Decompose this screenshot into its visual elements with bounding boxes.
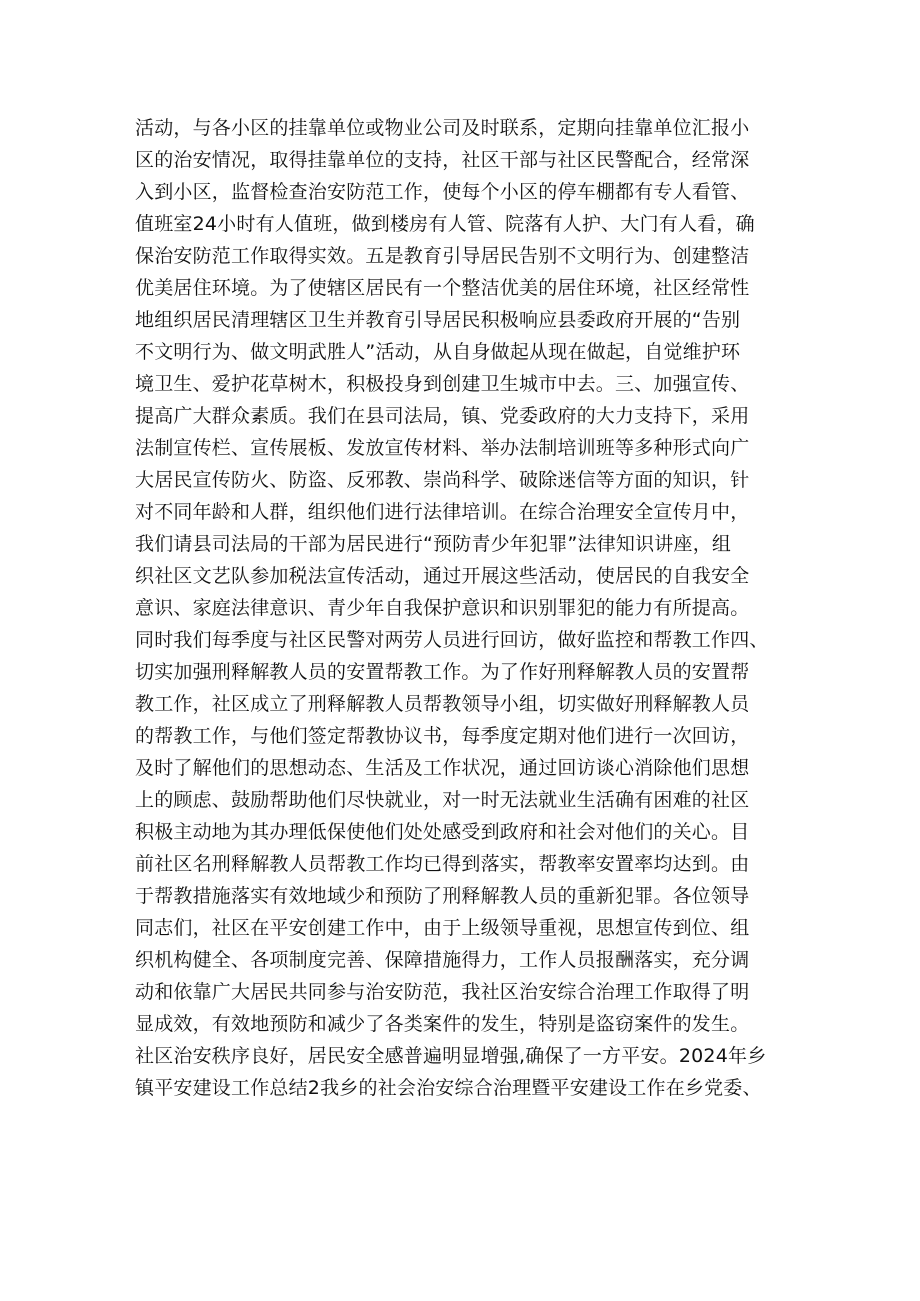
text-line: 地组织居民清理辖区卫生并教育引导居民积极响应县委政府开展的“告别 [135,309,741,331]
text-line: 前社区名刑释解教人员帮教工作均已得到落实，帮教率安置率均达到。由 [135,853,750,875]
text-line: 镇平安建设工作总结2我乡的社会治安综合治理暨平安建设工作在乡党委、 [135,1077,762,1099]
text-line: 境卫生、爱护花草树木，积极投身到创建卫生城市中去。三、加强宣传、 [135,373,750,395]
text-line: 动和依靠广大居民共同参与治安防范，我社区治安综合治理工作取得了明 [135,981,750,1003]
text-line: 对不同年龄和人群，组织他们进行法律培训。在综合治理安全宣传月中， [135,501,750,523]
text-line: 意识、家庭法律意识、青少年自我保护意识和识别罪犯的能力有所提高。 [135,597,750,619]
text-line: 教工作，社区成立了刑释解教人员帮教领导小组，切实做好刑释解教人员 [135,693,750,715]
text-line: 同时我们每季度与社区民警对两劳人员进行回访，做好监控和帮教工作四、 [135,629,769,651]
text-line: 不文明行为、做文明武胜人”活动，从自身做起从现在做起，自觉维护环 [135,341,741,363]
text-line: 积极主动地为其办理低保使他们处处感受到政府和社会对他们的关心。目 [135,821,750,843]
text-line: 织机构健全、各项制度完善、保障措施得力，工作人员报酬落实，充分调 [135,949,750,971]
text-line: 于帮教措施落实有效地域少和预防了刑释解教人员的重新犯罪。各位领导 [135,885,750,907]
text-line: 切实加强刑释解教人员的安置帮教工作。为了作好刑释解教人员的安置帮 [135,661,750,683]
text-line: 我们请县司法局的干部为居民进行“预防青少年犯罪”法律知识讲座，组 [135,533,732,555]
text-line: 同志们，社区在平安创建工作中，由于上级领导重视，思想宣传到位、组 [135,917,750,939]
text-line: 社区治安秩序良好，居民安全感普遍明显增强,确保了一方平安。2024年乡 [135,1045,767,1067]
text-line: 织社区文艺队参加税法宣传活动，通过开展这些活动，使居民的自我安全 [135,565,750,587]
text-line: 上的顾虑、鼓励帮助他们尽快就业，对一时无法就业生活确有困难的社区 [135,789,750,811]
text-line: 法制宣传栏、宣传展板、发放宣传材料、举办法制培训班等多种形式向广 [135,437,750,459]
text-line: 值班室24小时有人值班，做到楼房有人管、院落有人护、大门有人看，确 [135,213,755,235]
text-line: 活动，与各小区的挂靠单位或物业公司及时联系，定期向挂靠单位汇报小 [135,117,750,139]
text-line: 优美居住环境。为了使辖区居民有一个整洁优美的居住环境，社区经常性 [135,277,750,299]
text-line: 入到小区，监督检查治安防范工作，使每个小区的停车棚都有专人看管、 [135,181,750,203]
text-line: 及时了解他们的思想动态、生活及工作状况，通过回访谈心消除他们思想 [135,757,750,779]
text-line: 保治安防范工作取得实效。五是教育引导居民告别不文明行为、创建整洁 [135,245,750,267]
text-line: 提高广大群众素质。我们在县司法局，镇、党委政府的大力支持下，采用 [135,405,750,427]
text-line: 区的治安情况，取得挂靠单位的支持，社区干部与社区民警配合，经常深 [135,149,750,171]
text-line: 大居民宣传防火、防盗、反邪教、崇尚科学、破除迷信等方面的知识，针 [135,469,750,491]
text-line: 显成效，有效地预防和减少了各类案件的发生，特别是盗窃案件的发生。 [135,1013,750,1035]
text-line: 的帮教工作，与他们签定帮教协议书，每季度定期对他们进行一次回访， [135,725,750,747]
